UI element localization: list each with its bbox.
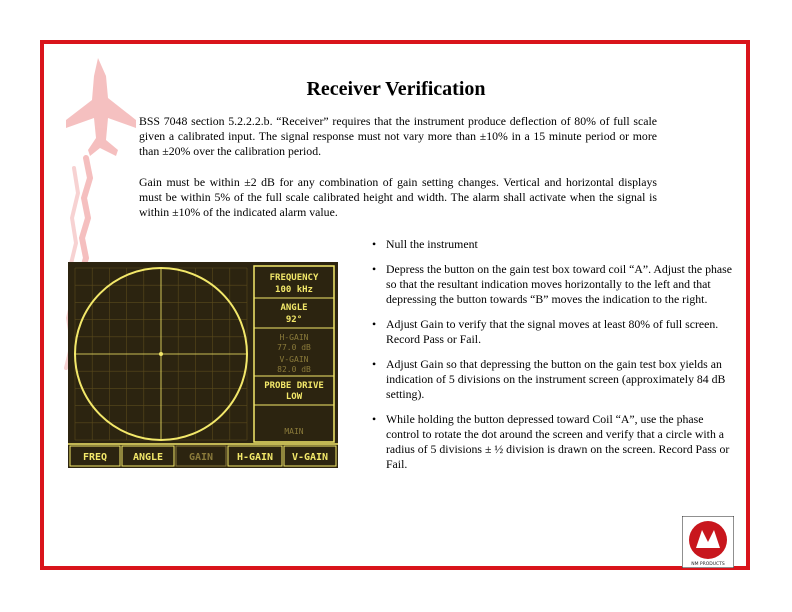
hgain-value: 77.0 dB: [277, 343, 311, 352]
softkey-gain: GAIN: [188, 452, 214, 463]
vgain-label: V-GAIN: [279, 355, 309, 364]
signal-dot: [159, 352, 163, 356]
frequency-value: 100 kHz: [275, 285, 313, 295]
list-item: • While holding the button depressed toward Coil “A”, use the phase control to rotate the dot around the screen and verify that a circle with a radius of 5 divisions ± ½ division is drawn on the screen. Record Pass or Fail.: [372, 412, 730, 471]
instrument-screen-image: [68, 262, 338, 468]
hgain-label: H-GAIN: [279, 333, 309, 342]
angle-value: 92°: [285, 315, 303, 325]
vgain-value: 82.0 dB: [277, 365, 311, 374]
list-item: • Adjust Gain so that depressing the button on the gain test box yields an indication of 5 divisions on the instrument screen (approximately 84 dB setting).: [372, 357, 726, 401]
logo-text: NM PRODUCTS: [691, 562, 725, 567]
softkey-angle: ANGLE: [132, 452, 164, 463]
softkey-vgain: V-GAIN: [291, 452, 329, 463]
softkey-freq: FREQ: [82, 452, 108, 463]
list-item: • Null the instrument: [372, 237, 478, 251]
softkey-hgain: H-GAIN: [236, 452, 274, 463]
paragraph-receiver-requirement: BSS 7048 section 5.2.2.2.b. “Receiver” requires that the instrument produce deflection of 80% of full scale given a calibrated input. The signal response must not vary more than ±10% in a 15 minute period or more than ±20% over the calibration period.: [139, 114, 657, 158]
main-label: MAIN: [284, 427, 304, 436]
nm-products-logo: [682, 516, 734, 568]
list-item: • Depress the button on the gain test box toward coil “A”. Adjust the phase so that the resultant indication moves horizontally to the left and that depressing the button towards “B” moves the indication to the right.: [372, 262, 732, 306]
procedure-list: [368, 237, 738, 482]
page-title: Receiver Verification: [306, 78, 486, 100]
frequency-label: FREQUENCY: [269, 273, 319, 283]
angle-label: ANGLE: [280, 303, 308, 313]
probe-drive-label: PROBE DRIVE: [264, 381, 324, 391]
paragraph-gain-requirement: Gain must be within ±2 dB for any combination of gain setting changes. Vertical and horizontal displays must be within 5% of the full scale calibrated height and width. The alarm shall activate when the signal is within ±10% of the indicated alarm value.: [139, 175, 657, 219]
probe-drive-value: LOW: [285, 392, 303, 402]
list-item: • Adjust Gain to verify that the signal moves at least 80% of full screen. Record Pass or Fail.: [372, 317, 719, 346]
